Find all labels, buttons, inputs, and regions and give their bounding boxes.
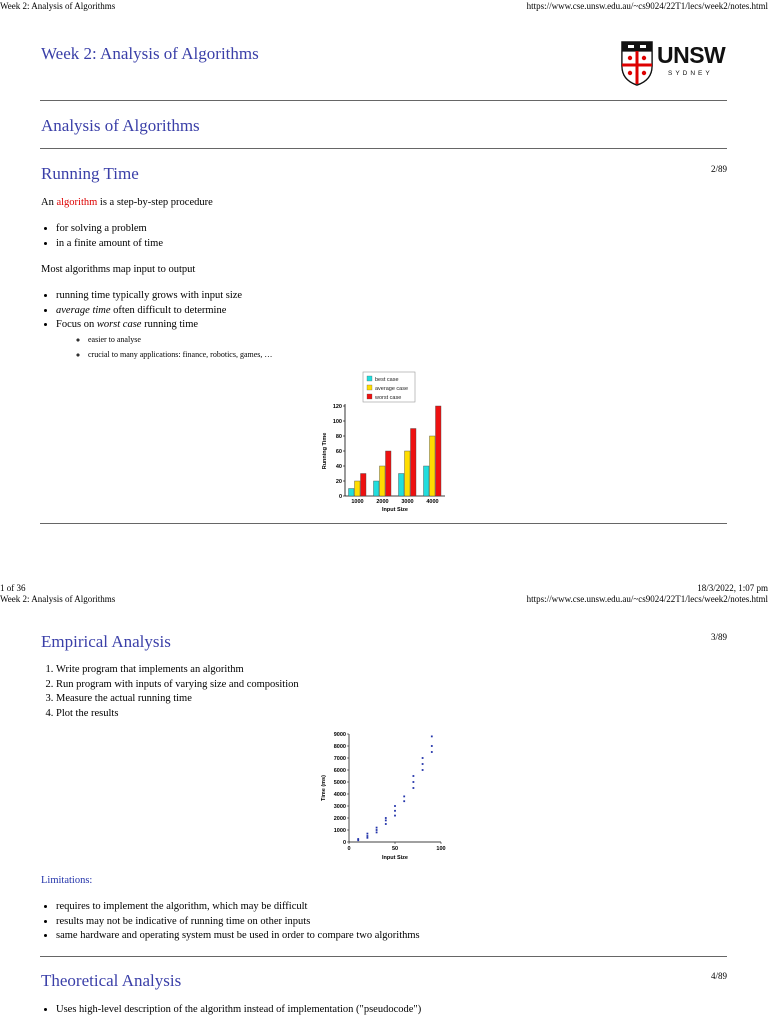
- slide-number: 3/89: [710, 632, 727, 642]
- list-item: • requires to implement the algorithm, which may be difficult: [56, 900, 420, 915]
- divider: [40, 956, 727, 957]
- x-tick-label: 0: [347, 846, 351, 852]
- data-point: [357, 838, 359, 840]
- y-tick-label: 6000: [333, 768, 346, 774]
- bar: [399, 474, 405, 497]
- bar: [374, 481, 380, 496]
- running-time-heading: Running Time: [41, 164, 139, 183]
- slide-number: 2/89: [710, 164, 727, 174]
- data-point: [394, 810, 396, 812]
- bar: [349, 489, 355, 497]
- data-point: [376, 829, 378, 831]
- print-footer-date: 18/3/2022, 1:07 pm: [697, 583, 768, 593]
- theoretical-heading: Theoretical Analysis: [41, 971, 182, 990]
- print-footer-page: 1 of 36: [0, 583, 26, 593]
- limitations-list: [56, 900, 420, 944]
- empirical-steps-list: [56, 663, 299, 721]
- bar: [411, 429, 417, 497]
- list-item: 3. Measure the actual running time: [56, 692, 299, 707]
- list-item: • in a finite amount of time: [56, 237, 163, 252]
- paragraph: Most algorithms map input to output: [41, 264, 196, 275]
- algorithm-term: algorithm: [56, 197, 98, 208]
- data-point: [403, 800, 405, 802]
- data-point: [394, 815, 396, 817]
- y-tick-label: 5000: [333, 780, 346, 786]
- y-tick-label: 9000: [333, 732, 346, 738]
- data-point: [367, 835, 369, 837]
- algorithm-definition: An algorithm is a step-by-step procedure: [41, 197, 213, 208]
- legend-swatch: [367, 394, 372, 399]
- bar: [424, 466, 430, 496]
- data-point: [367, 833, 369, 835]
- theoretical-list: [56, 1003, 421, 1018]
- unsw-crest-icon: [620, 40, 654, 86]
- bar: [386, 451, 392, 496]
- list-item: • Focus on worst case running time: [56, 318, 242, 333]
- running-time-list: [56, 289, 242, 333]
- logo-text: UNSW: [657, 42, 726, 68]
- x-axis-label: Input Size: [382, 855, 408, 861]
- y-tick-label: 7000: [333, 756, 346, 762]
- worst-case-sublist: [88, 333, 272, 362]
- list-item: • same hardware and operating system must be used in order to compare two algorithms: [56, 929, 420, 944]
- y-tick-label: 0: [342, 840, 346, 846]
- divider: [40, 148, 727, 149]
- list-item: • Uses high-level description of the algorithm instead of implementation ("pseudocode"): [56, 1003, 421, 1018]
- limitations-label: Limitations:: [41, 875, 93, 886]
- x-tick-label: 1000: [351, 499, 364, 505]
- list-item: • for solving a problem: [56, 222, 163, 237]
- list-item: 2. Run program with inputs of varying size and composition: [56, 678, 299, 693]
- section-heading: Analysis of Algorithms: [41, 116, 200, 135]
- list-item: ◦ easier to analyse: [88, 333, 272, 348]
- y-tick-label: 1000: [333, 828, 346, 834]
- slide-number: 4/89: [710, 971, 727, 981]
- legend-label: worst case: [375, 395, 402, 401]
- list-item: • average time often difficult to determine: [56, 304, 242, 319]
- data-point: [413, 775, 415, 777]
- legend-swatch: [367, 376, 372, 381]
- data-point: [367, 837, 369, 839]
- divider: [40, 523, 727, 524]
- bar: [405, 451, 411, 496]
- list-item: ◦ crucial to many applications: finance, robotics, games, …: [88, 348, 272, 363]
- logo-subtext: SYDNEY: [668, 70, 713, 77]
- unsw-logo: [620, 40, 728, 88]
- data-point: [376, 827, 378, 829]
- x-tick-label: 100: [436, 846, 446, 852]
- legend-label: best case: [375, 377, 399, 383]
- y-tick-label: 120: [332, 404, 342, 410]
- y-tick-label: 4000: [333, 792, 346, 798]
- x-tick-label: 4000: [426, 499, 439, 505]
- y-axis-label: Running Time: [322, 432, 328, 470]
- y-tick-label: 0: [338, 494, 342, 500]
- bar: [380, 466, 386, 496]
- list-item: • results may not be indicative of running time on other inputs: [56, 915, 420, 930]
- data-point: [431, 751, 433, 753]
- y-tick-label: 40: [335, 464, 342, 470]
- bar: [361, 474, 367, 497]
- empirical-heading: Empirical Analysis: [41, 632, 171, 651]
- bar: [436, 406, 442, 496]
- data-point: [385, 820, 387, 822]
- y-tick-label: 8000: [333, 744, 346, 750]
- data-point: [385, 823, 387, 825]
- empirical-scatter-chart: [315, 728, 450, 866]
- bar: [430, 436, 436, 496]
- data-point: [394, 805, 396, 807]
- data-point: [422, 757, 424, 759]
- y-axis-label: Time (ms): [321, 775, 327, 801]
- legend-label: average case: [375, 386, 409, 392]
- y-tick-label: 3000: [333, 804, 346, 810]
- list-item: 1. Write program that implements an algorithm: [56, 663, 299, 678]
- algorithm-properties-list: [56, 222, 163, 251]
- data-point: [413, 787, 415, 789]
- data-point: [413, 781, 415, 783]
- y-tick-label: 60: [335, 449, 342, 455]
- data-point: [376, 832, 378, 834]
- bar: [355, 481, 361, 496]
- data-point: [422, 769, 424, 771]
- y-tick-label: 2000: [333, 816, 346, 822]
- data-point: [431, 745, 433, 747]
- list-item: 4. Plot the results: [56, 707, 299, 722]
- data-point: [422, 763, 424, 765]
- data-point: [431, 736, 433, 738]
- y-tick-label: 100: [332, 419, 342, 425]
- page-title: Week 2: Analysis of Algorithms: [41, 44, 259, 63]
- divider: [40, 100, 727, 101]
- data-point: [385, 817, 387, 819]
- data-point: [403, 796, 405, 798]
- print-header-url[interactable]: https://www.cse.unsw.edu.au/~cs9024/22T1/lecs/week2/notes.html: [526, 1, 768, 11]
- y-tick-label: 20: [335, 479, 342, 485]
- running-time-bar-chart: [315, 370, 450, 518]
- x-tick-label: 50: [391, 846, 399, 852]
- y-tick-label: 80: [335, 434, 342, 440]
- list-item: • running time typically grows with input size: [56, 289, 242, 304]
- print-header-title: Week 2: Analysis of Algorithms: [0, 594, 116, 604]
- print-header-url[interactable]: https://www.cse.unsw.edu.au/~cs9024/22T1/lecs/week2/notes.html: [526, 594, 768, 604]
- x-tick-label: 3000: [401, 499, 414, 505]
- x-tick-label: 2000: [376, 499, 389, 505]
- x-axis-label: Input Size: [382, 507, 408, 513]
- print-header-title: Week 2: Analysis of Algorithms: [0, 1, 116, 11]
- legend-swatch: [367, 385, 372, 390]
